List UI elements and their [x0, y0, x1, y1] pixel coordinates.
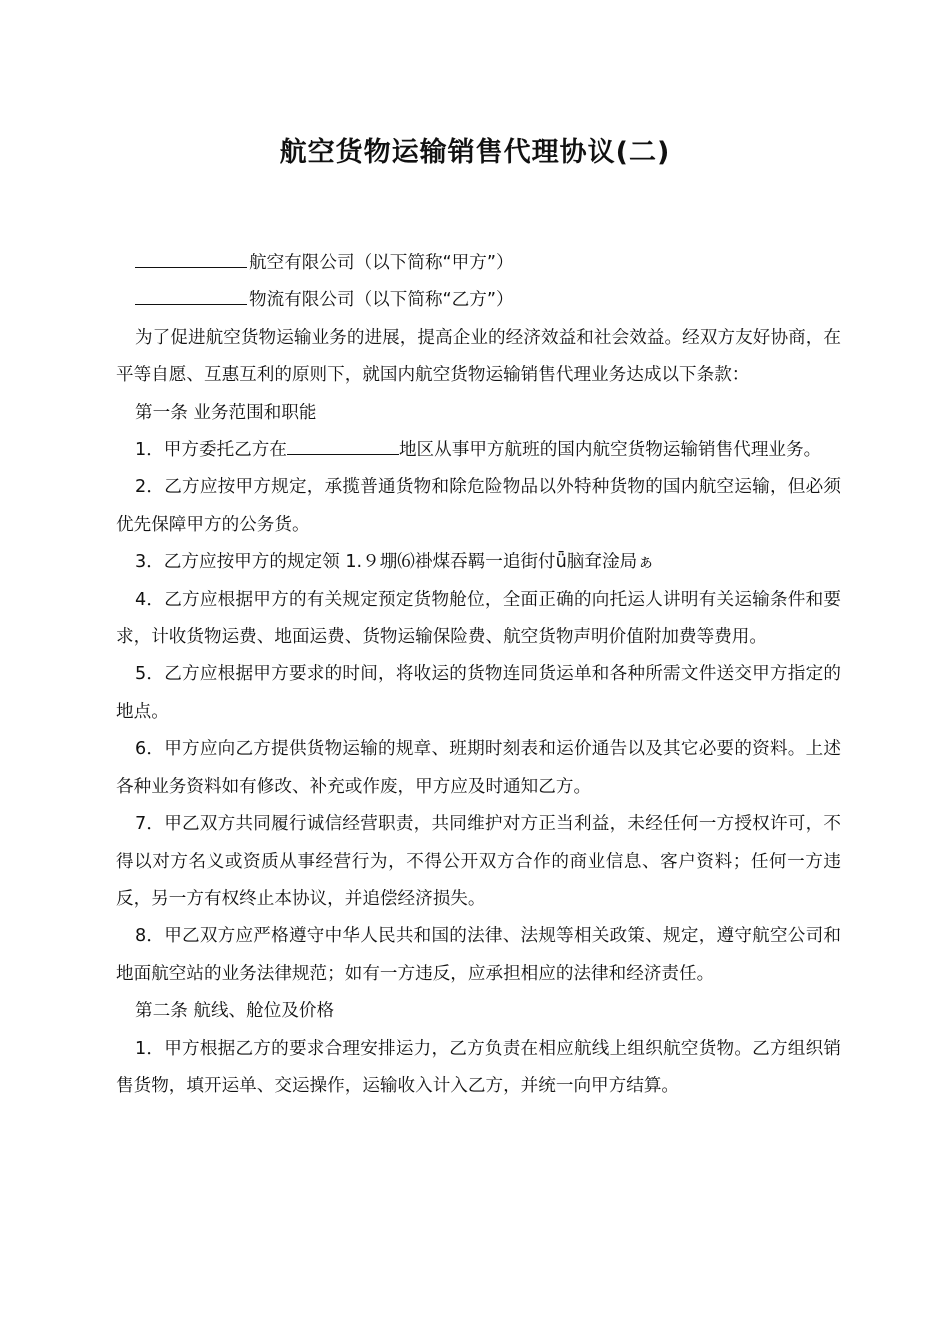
party-a-line [116, 245, 841, 282]
article-1-item-7: 7．甲乙双方共同履行诚信经营职责，共同维护对方正当利益，未经任何一方授权许可，不得以对方名义或资质从事经营行为，不得公开双方合作的商业信息、客户资料；任何一方违反，另一方有权终止本协议，并追偿经济损失。 [116, 814, 841, 909]
party-b-line [116, 282, 841, 319]
article-1-item-2: 2．乙方应按甲方规定，承揽普通货物和除危险物品以外特种货物的国内航空运输，但必须优先保障甲方的公务货。 [116, 477, 841, 535]
article-1-item-6: 6．甲方应向乙方提供货物运输的规章、班期时刻表和运价通告以及其它必要的资料。上述各种业务资料如有修改、补充或作废，甲方应及时通知乙方。 [116, 739, 841, 797]
document-body [116, 245, 841, 1105]
item-1-suffix: 地区从事甲方航班的国内航空货物运输销售代理业务。 [398, 440, 822, 461]
party-a-blank [135, 249, 247, 268]
party-b-text: 物流有限公司（以下简称“乙方”） [249, 290, 514, 311]
article-1-item-3: 3．乙方应按甲方的规定领 1.９堋⑹褂煤吞羁一追街付ǖ脑耷淦局ぁ [135, 552, 655, 573]
article-2-heading: 第二条 航线、舱位及价格 [135, 1001, 335, 1022]
region-blank [287, 436, 399, 455]
article-1-item-4: 4．乙方应根据甲方的有关规定预定货物舱位，全面正确的向托运人讲明有关运输条件和要求，计收货物运费、地面运费、货物运输保险费、航空货物声明价值附加费等费用。 [116, 589, 841, 648]
party-b-blank [135, 286, 247, 305]
article-1-item-5: 5．乙方应根据甲方要求的时间，将收运的货物连同货运单和各种所需文件送交甲方指定的地点。 [116, 664, 841, 722]
document-title: 航空货物运输销售代理协议(二) [279, 137, 671, 168]
article-1-heading: 第一条 业务范围和职能 [135, 402, 317, 423]
article-2-item-1: 1．甲方根据乙方的要求合理安排运力，乙方负责在相应航线上组织航空货物。乙方组织销售货物，填开运单、交运操作，运输收入计入乙方，并统一向甲方结算。 [116, 1038, 841, 1096]
party-a-text: 航空有限公司（以下简称“甲方”） [249, 253, 514, 273]
intro-paragraph: 为了促进航空货物运输业务的进展，提高企业的经济效益和社会效益。经双方友好协商，在平等自愿、互惠互利的原则下，就国内航空货物运输销售代理业务达成以下条款： [116, 327, 841, 386]
article-1-item-1 [116, 432, 841, 469]
article-1-item-8: 8．甲乙双方应严格遵守中华人民共和国的法律、法规等相关政策、规定，遵守航空公司和地面航空站的业务法律规范；如有一方违反，应承担相应的法律和经济责任。 [116, 926, 841, 984]
item-1-prefix: 1．甲方委托乙方在 [135, 440, 287, 461]
